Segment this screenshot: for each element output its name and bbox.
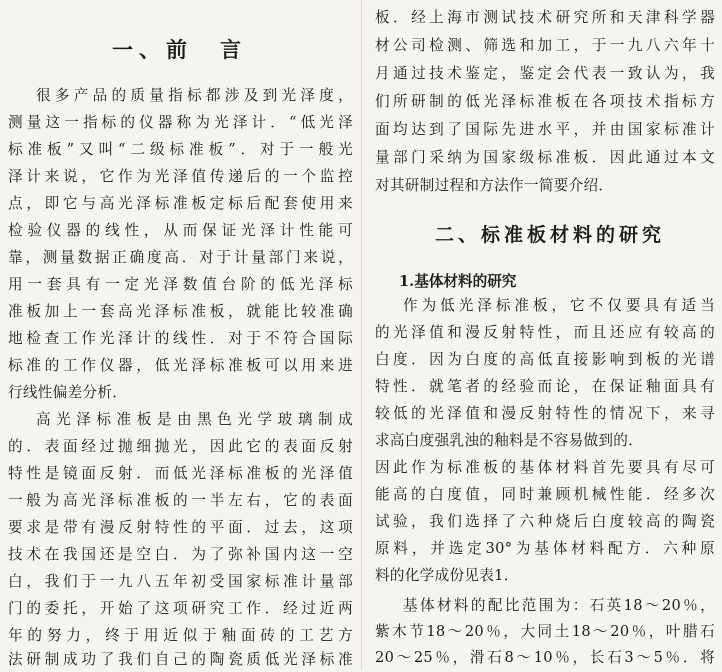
text-line: 紫木节18～20％，大同土18～20％，叶腊石 [375,623,715,640]
text-line: 作为低光泽标准板，它不仅要具有适当 [403,297,715,314]
text-line: 原料，并选定30°为基体材料配方．六种原 [375,540,715,557]
text-line: 板．经上海市测试技术研究所和天津科学器 [375,9,715,26]
text-line: 一般为高光泽标准板的一半左右，它的表面 [8,492,353,509]
text-line: 特性是镜面反射．而低光泽标准板的光泽值 [8,465,353,482]
text-line: 特性．就笔者的经验而论，在保证釉面具有 [375,378,715,395]
text-line: 料的化学成份见表1． [375,567,519,584]
text-line: 材公司检测、筛选和加工，于一九八六年十 [375,37,715,54]
text-line: 检验仪器的线性，从而保证光泽计性能可 [8,222,353,239]
text-line: 量部门采纳为国家级标准板．因此通过本文 [375,149,715,166]
text-line: 白度．因为白度的高低直接影响到板的光谱 [375,351,715,368]
text-line: 门的委托，开始了这项研究工作．经过近两 [8,600,353,617]
text-line: 标准的工作仪器，低光泽标准板可以用来进 [8,357,353,374]
text-line: 基体材料的配比范围为：石英18～20％， [403,597,715,614]
text-line: 求高白度强乳浊的釉料是不容易做到的． [375,432,644,449]
text-line: 高光泽标准板是由黑色光学玻璃制成 [36,411,353,428]
text-line: 法研制成功了我们自己的陶瓷质低光泽标准 [8,651,353,668]
text-line: 点，即它与高光泽标准板定标后配套使用来 [8,195,353,212]
text-line: 地检查工作光泽计的线性．对于不符合国际 [8,330,353,347]
section-heading-materials: 二、标准板材料的研究 [435,224,666,246]
text-line: 要求是带有漫反射特性的平面．过去，这项 [8,519,353,536]
text-line: 面均达到了国际先进水平，并由国家标准计 [375,121,715,138]
text-line: 标准板”又叫“二级标准板”．对于一般光 [8,141,353,158]
text-line: 能高的白度值，同时兼顾机械性能．经多次 [375,486,715,503]
section-heading-preface: 一、前 言 [112,37,247,62]
text-line: 的．表面经过抛细抛光，因此它的表面反射 [8,438,353,455]
text-line: 白，我们于一九八五年初受国家标准计量部 [8,573,353,590]
text-line: 很多产品的质量指标都涉及到光泽度， [36,87,353,104]
text-line: 试验，我们选择了六种烧后白度较高的陶瓷 [375,513,715,530]
text-line: 泽计来说，它作为光泽值传递后的一个监控 [8,168,353,185]
text-line: 靠，测量数据正确度高．对于计量部门来说， [8,249,353,266]
subsection-heading: 1.基体材料的研究 [399,273,517,290]
text-line: 技术在我国还是空白．为了弥补国内这一空 [8,546,353,563]
text-line: 们所研制的低光泽标准板在各项技术指标方 [375,93,715,110]
text-line: 因此作为标准板的基体材料首先要具有尽可 [375,459,715,476]
text-line: 测量这一指标的仪器称为光泽计．“低光泽 [8,114,353,131]
text-line: 对其研制过程和方法作一简要介绍． [375,177,614,194]
text-line: 20～25％，滑石8～10％，长石3～5％．将 [375,649,715,666]
text-line: 行线性偏差分析． [8,384,128,401]
text-line: 用一套具有一定光泽数值台阶的低光泽标 [8,276,353,293]
text-line: 准板加上一套高光泽标准板，就能比较准确 [8,303,353,320]
text-line: 月通过技术鉴定，鉴定会代表一致认为，我 [375,65,715,82]
text-line: 的光泽值和漫反射特性，而且还应有较高的 [375,324,715,341]
column-gutter [361,0,362,670]
text-line: 年的努力，终于用近似于釉面砖的工艺方 [8,627,353,644]
text-line: 较低的光泽值和漫反射特性的情况下，来寻 [375,405,715,422]
